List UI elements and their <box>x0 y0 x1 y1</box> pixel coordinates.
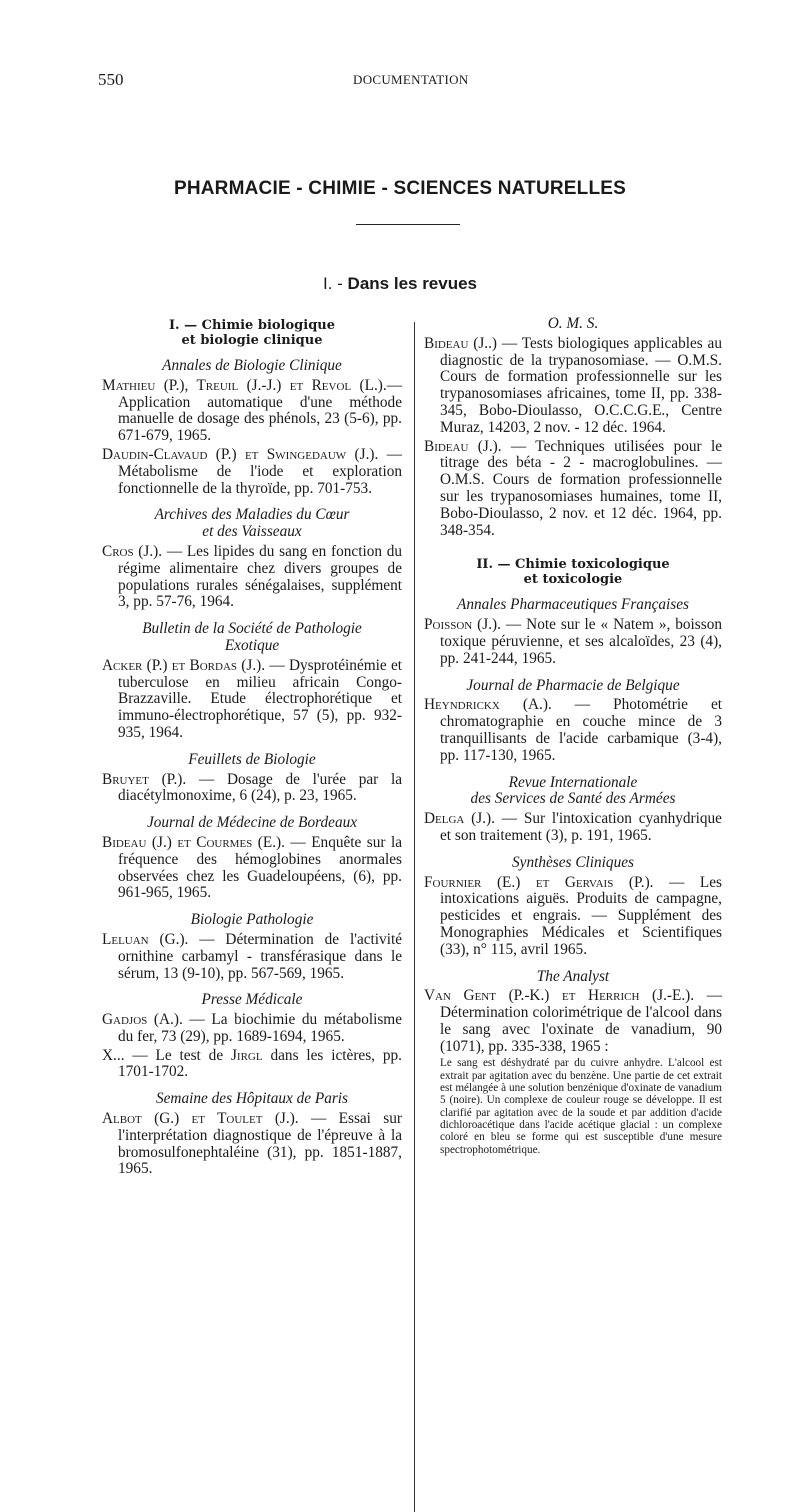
entry-text: — Sur l'intoxication cyanhydrique et son traitement (3), p. 191, 1965. <box>440 810 722 844</box>
journal-title: Biologie Pathologie <box>190 911 314 929</box>
category-heading <box>424 557 722 587</box>
journal-title: Journal de Pharmacie de Belgique <box>466 676 680 694</box>
journal-title <box>102 621 402 655</box>
category-line: II. — Chimie toxicologique <box>476 557 670 573</box>
subsection-prefix: I. - <box>322 274 348 293</box>
bibliography-entry <box>424 697 722 764</box>
journal-title <box>102 507 402 541</box>
entry-abstract: Le sang est déshydraté par du cuivre anhydre. L'alcool est extrait par agitation avec du benzène. Une partie de cet extrait est mélangée à une solution benzénique d'oxinate de vanadium 5 (noire). Un complexe de couleur rouge se développe. Il est clarifié par agitation avec de la soude et par addition d'acide dichloroacétique dans l'acide acétique glacial : un complexe coloré en bleu se forme qui est susceptible d'une mesure spectrophotométrique. <box>440 1057 722 1156</box>
entry-text: —Application automatique d'une méthode manuelle de dosage des phénols, 23 (5-6), pp. 671-679, 1965. <box>118 376 402 445</box>
entry-text: — La biochimie du métabolisme du fer, 73 (29), pp. 1689-1694, 1965. <box>118 1011 402 1045</box>
entry-text: — Dysprotéinémie et tuberculose en milieu africain Congo-Brazzaville. Etude électrophorétique et immuno-électrophorétique, 57 (5), pp. 932-935, 1964. <box>118 656 402 741</box>
bibliography-entry <box>102 1012 402 1046</box>
entry-text: — Techniques utilisées pour le titrage des béta - 2 - macroglobulines. — O.M.S. Cours de formation professionnelle sur les trypanosomiases humaines, tome II, Bobo-Dioulasso, 2 nov. et 12 déc. 1964, pp. 348-354. <box>440 437 722 539</box>
right-column <box>424 314 722 1156</box>
bibliography-entry <box>102 1048 402 1082</box>
bibliography-entry <box>424 617 722 667</box>
entry-authors: Acker (P.) et Bordas (J.). <box>102 656 266 674</box>
section-title: PHARMACIE - CHIMIE - SCIENCES NATURELLES <box>173 178 627 199</box>
entry-authors: Albot (G.) et Toulet (J.). <box>102 1110 299 1128</box>
journal-title <box>424 775 722 809</box>
entry-authors: Bideau (J..) <box>424 334 498 352</box>
journal-title: Feuillets de Biologie <box>188 750 316 768</box>
entry-authors: Van Gent (P.-K.) et Herrich (J.-E.). <box>424 987 695 1005</box>
journal-title: Semaine des Hôpitaux de Paris <box>155 1090 349 1108</box>
journal-line: des Services de Santé des Armées <box>470 790 676 808</box>
category-heading <box>102 318 402 348</box>
journal-title: Annales Pharmaceutiques Françaises <box>457 596 689 614</box>
entry-text: — Photométrie et chromatographie en couche mince de 3 tranquillisants de l'acide carbamique (3-4), pp. 117-130, 1965. <box>440 696 722 764</box>
title-rule <box>356 224 460 225</box>
subsection-title-text: Dans les revues <box>347 274 478 293</box>
journal-line: Exotique <box>224 636 280 654</box>
entry-text: — Les lipides du sang en fonction du régime alimentaire chez divers groupes de populations rurales sénégalaises, supplément 3, pp. 57-76, 1964. <box>118 542 402 611</box>
journal-line: Revue Internationale <box>508 773 638 791</box>
entry-text: — Détermination colorimétrique de l'alcool dans le sang avec l'oxinate de vanadium, 90 (1071), pp. 335-338, 1965 : <box>440 987 723 1055</box>
entry-text: — Métabolisme de l'iode et exploration fonctionnelle de la thyroïde, pp. 701-753. <box>118 445 403 497</box>
category-line: et toxicologie <box>523 572 623 588</box>
bibliography-entry <box>424 811 722 845</box>
journal-title: Journal de Médecine de Bordeaux <box>146 814 358 832</box>
entry-text: — Note sur le « Natem », boisson toxique péruvienne, et ses alcaloïdes, 23 (4), pp. 241-244, 1965. <box>440 616 722 667</box>
entry-authors: Leluan (G.). <box>102 930 189 948</box>
bibliography-entry <box>424 336 722 437</box>
journal-title: Annales de Biologie Clinique <box>162 357 342 374</box>
entry-authors: Mathieu (P.), Treuil (J.-J.) et Revol (L.). <box>102 376 387 394</box>
bibliography-entry <box>102 544 402 611</box>
entry-text: X... — Le test de <box>102 1046 231 1064</box>
subsection-title <box>0 274 800 294</box>
bibliography-entry <box>102 772 402 806</box>
category-line: I. — Chimie biologique <box>168 318 336 333</box>
bibliography-entry <box>102 932 402 982</box>
bibliography-entry <box>102 658 402 742</box>
category-line: et biologie clinique <box>181 333 323 348</box>
entry-text: — Détermination de l'activité ornithine carbamyl - transférasique dans le sérum, 13 (9-10), pp. 567-569, 1965. <box>118 930 402 982</box>
entry-text: — Les intoxications aiguës. Produits de campagne, pesticides et engrais. — Supplément des Monographies Médicales et Scientifiques (33), n° 115, avril 1965. <box>440 873 722 958</box>
entry-authors: Fournier (E.) et Gervais (P.). <box>424 873 654 891</box>
bibliography-entry <box>102 378 402 445</box>
journal-line: et des Vaisseaux <box>202 523 302 541</box>
entry-authors: Bideau (J.). <box>424 437 502 455</box>
spacer <box>424 541 722 553</box>
journal-title: Synthèses Cliniques <box>512 853 634 871</box>
page-number: 550 <box>98 70 124 89</box>
bibliography-entry <box>102 447 402 497</box>
column-divider <box>414 322 415 1512</box>
entry-authors: Cros (J.). <box>102 542 163 560</box>
entry-authors: Bruyet (P.). <box>102 770 187 788</box>
entry-text: — Enquête sur la fréquence des hémoglobines anormales observées chez les Guadeloupéens, (6), pp. 961-965, 1965. <box>118 833 403 902</box>
bibliography-entry <box>424 988 722 1055</box>
entry-text: — Dosage de l'urée par la diacétylmonoxime, 6 (24), p. 23, 1965. <box>118 770 402 805</box>
entry-text: dans les ictères, pp. 1701-1702. <box>118 1046 402 1081</box>
bibliography-entry <box>424 875 722 959</box>
journal-title: Presse Médicale <box>201 991 303 1009</box>
bibliography-entry <box>102 1111 402 1178</box>
journal-title: The Analyst <box>536 967 610 985</box>
entry-authors: Gadjos (A.). <box>102 1011 183 1029</box>
entry-authors: Poisson (J.). <box>424 616 501 634</box>
left-column <box>102 314 402 1180</box>
entry-name: Jirgl <box>230 1046 263 1064</box>
entry-authors: Daudin-Clavaud (P.) et Swingedauw (J.). <box>102 445 379 463</box>
running-head: DOCUMENTATION <box>353 72 469 87</box>
bibliography-entry <box>102 835 402 902</box>
journal-line: Archives des Maladies du Cœur <box>154 506 350 524</box>
entry-text: — Essai sur l'interprétation diagnostique de l'épreuve à la bromosulfonephtaléine (31), pp. 1851-1887, 1965. <box>118 1110 402 1178</box>
entry-text: — Tests biologiques applicables au diagnostic de la trypanosomiase. — O.M.S. Cours de formation professionnelle sur les trypanosomiases africaines, tome II, pp. 338-345, Bobo-Dioulasso, O.C.C.G.E., Centre Muraz, 14203, 2 nov. - 12 déc. 1964. <box>440 334 722 436</box>
journal-title: O. M. S. <box>547 315 599 332</box>
bibliography-entry <box>424 439 722 540</box>
journal-line: Bulletin de la Société de Pathologie <box>142 620 362 638</box>
entry-authors: Bideau (J.) et Courmes (E.). <box>102 833 285 851</box>
entry-authors: Delga (J.). <box>424 810 495 828</box>
entry-authors: Heyndrickx (A.). <box>424 696 552 714</box>
